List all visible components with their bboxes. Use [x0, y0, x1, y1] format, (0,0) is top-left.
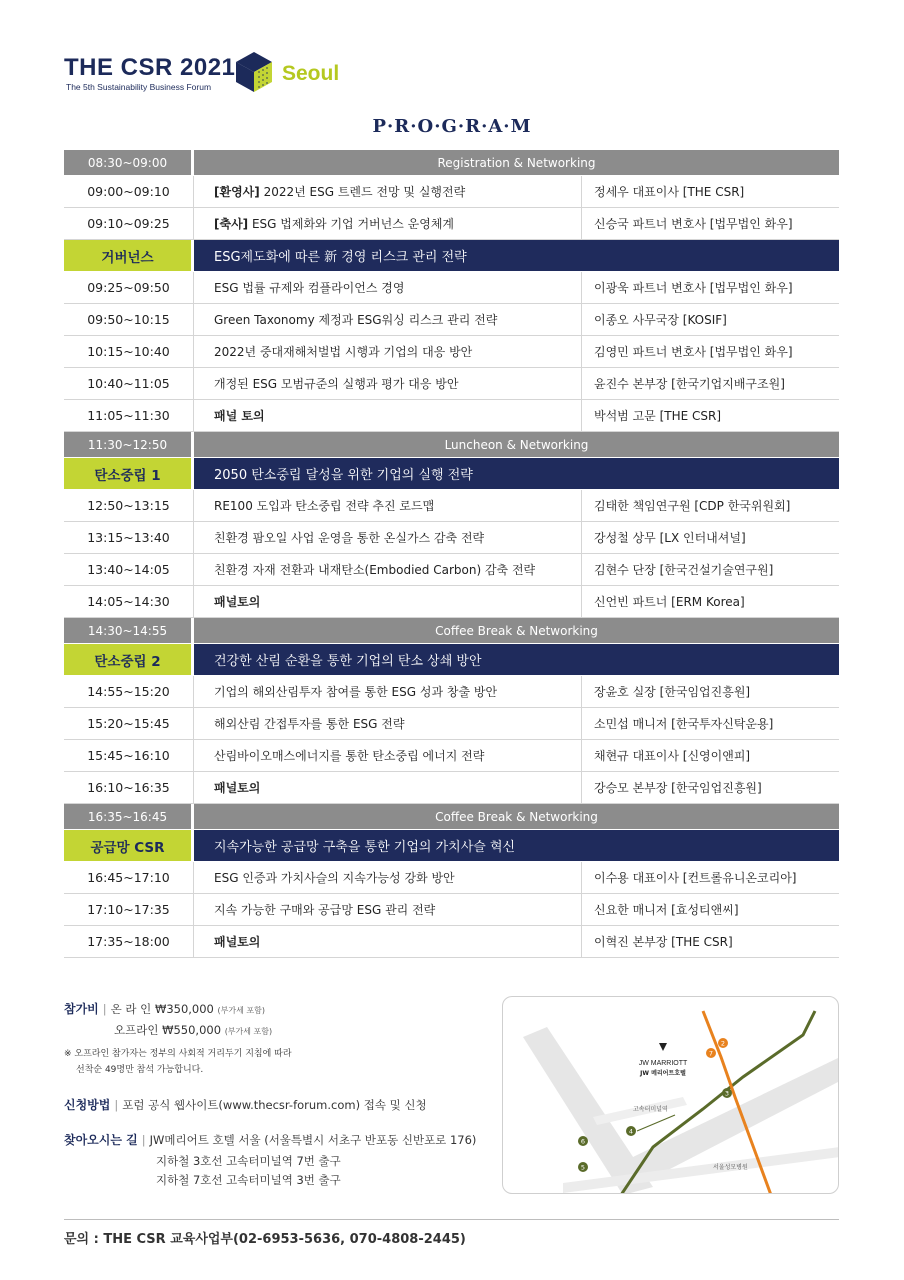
map-station-label: 고속터미널역	[633, 1106, 668, 1113]
break-label: Coffee Break & Networking	[435, 809, 598, 824]
break-label: Luncheon & Networking	[444, 437, 589, 452]
talk-title-text: ESG 법제화와 기업 거버넌스 운영체계	[248, 217, 455, 231]
session-title: 2050 탄소중립 달성을 위한 기업의 실행 전략	[194, 458, 839, 489]
panel-row	[64, 926, 839, 958]
talk-time: 11:05~11:30	[64, 400, 194, 431]
talk-title: 패널토의	[194, 772, 582, 803]
break-time: 11:30~12:50	[64, 432, 194, 457]
session-tag: 탄소중립 1	[64, 458, 194, 489]
location-map	[502, 996, 839, 1194]
station-connector	[637, 1115, 675, 1131]
talk-row	[64, 862, 839, 894]
break-row	[64, 432, 839, 458]
talk-time: 12:50~13:15	[64, 490, 194, 521]
break-row	[64, 618, 839, 644]
talk-speaker: 채현규 대표이사 [신영이앤피]	[594, 749, 751, 763]
talk-title: 패널토의	[194, 586, 582, 617]
session-title: 건강한 산림 순환을 통한 기업의 탄소 상쇄 방안	[194, 644, 839, 675]
svg-text:3: 3	[724, 1089, 730, 1098]
session-title: ESG제도화에 따른 新 경영 리스크 관리 전략	[194, 240, 839, 271]
talk-row	[64, 676, 839, 708]
talk-title: 기업의 해외산림투자 참여를 통한 ESG 성과 창출 방안	[194, 676, 582, 707]
talk-time: 16:45~17:10	[64, 862, 194, 893]
direction-line-2: 지하철 3호선 고속터미널역 7번 출구	[156, 1154, 341, 1168]
hotel-icon	[659, 1043, 667, 1051]
break-row	[64, 150, 839, 176]
fee-offline-line	[114, 1022, 272, 1038]
talk-title: 산림바이오매스에너지를 통한 탄소중립 에너지 전략	[194, 740, 582, 771]
session-tag: 탄소중립 2	[64, 644, 194, 675]
cube-logo-icon	[230, 48, 278, 96]
talk-speaker: 소민섭 매니저 [한국투자신탁운용]	[594, 717, 774, 731]
talk-time: 10:15~10:40	[64, 336, 194, 367]
map-hospital-label: 서울성모병원	[713, 1164, 748, 1171]
talk-speaker: 이수용 대표이사 [컨트롤유니온코리아]	[594, 871, 797, 885]
notice-line-2: 선착순 49명만 참석 가능합니다.	[76, 1065, 204, 1075]
svg-text:4: 4	[628, 1127, 634, 1136]
exit-marker-3	[722, 1088, 732, 1098]
apply-text: 포럼 공식 웹사이트(www.thecsr-forum.com) 접속 및 신청	[122, 1098, 427, 1112]
map-hotel-en: JW MARRIOTT	[638, 1060, 688, 1067]
talk-row	[64, 304, 839, 336]
talk-speaker: 신승국 파트너 변호사 [법무법인 화우]	[594, 217, 793, 231]
break-label: Coffee Break & Networking	[435, 623, 598, 638]
talk-title: 지속 가능한 구매와 공급망 ESG 관리 전략	[194, 894, 582, 925]
talk-title-prefix: [축사]	[214, 217, 249, 231]
talk-speaker: 김현수 단장 [한국건설기술연구원]	[594, 563, 774, 577]
break-time: 14:30~14:55	[64, 618, 194, 643]
talk-title: 개정된 ESG 모범규준의 실행과 평가 대응 방안	[194, 368, 582, 399]
break-time: 08:30~09:00	[64, 150, 194, 175]
session-tag: 공급망 CSR	[64, 830, 194, 861]
talk-time: 10:40~11:05	[64, 368, 194, 399]
svg-text:6: 6	[580, 1137, 586, 1146]
talk-speaker: 김영민 파트너 변호사 [법무법인 화우]	[594, 345, 793, 359]
talk-row	[64, 522, 839, 554]
talk-time: 17:10~17:35	[64, 894, 194, 925]
direction-label: 찾아오시는 길	[64, 1133, 138, 1147]
talk-time: 15:20~15:45	[64, 708, 194, 739]
talk-time: 17:35~18:00	[64, 926, 194, 957]
talk-speaker: 정세우 대표이사 [THE CSR]	[594, 185, 745, 199]
talk-time: 14:55~15:20	[64, 676, 194, 707]
session-header-row	[64, 644, 839, 676]
talk-row	[64, 208, 839, 240]
talk-time: 09:50~10:15	[64, 304, 194, 335]
talk-row	[64, 272, 839, 304]
talk-time: 14:05~14:30	[64, 586, 194, 617]
talk-time: 09:10~09:25	[64, 208, 194, 239]
program-title: P·R·O·G·R·A·M	[372, 116, 532, 137]
talk-title: ESG 법률 규제와 컴플라이언스 경영	[194, 272, 582, 303]
talk-title: ESG 인증과 가치사슬의 지속가능성 강화 방안	[194, 862, 582, 893]
talk-title: Green Taxonomy 제정과 ESG워싱 리스크 관리 전략	[194, 304, 582, 335]
talk-time: 13:15~13:40	[64, 522, 194, 553]
fee-online: 온 라 인 ₩350,000	[110, 1002, 214, 1016]
exit-marker-2	[718, 1038, 728, 1048]
talk-row	[64, 368, 839, 400]
talk-title: 2022년 중대재해처벌법 시행과 기업의 대응 방안	[194, 336, 582, 367]
talk-speaker: 강성철 상무 [LX 인터내셔널]	[594, 531, 746, 545]
talk-speaker: 신언빈 파트너 [ERM Korea]	[594, 595, 745, 609]
direction-line-3: 지하철 7호선 고속터미널역 3번 출구	[156, 1173, 341, 1187]
apply-label: 신청방법	[64, 1098, 111, 1112]
session-tag: 거버넌스	[64, 240, 194, 271]
apply-line: 신청방법 | 포럼 공식 웹사이트(www.thecsr-forum.com) 접속 및 신청	[64, 1098, 427, 1112]
brand-title: THE CSR 2021	[64, 54, 236, 81]
brand-subtitle: The 5th Sustainability Business Forum	[66, 82, 212, 92]
exit-marker-7	[706, 1048, 716, 1058]
talk-row	[64, 894, 839, 926]
talk-row	[64, 708, 839, 740]
fee-offline: 오프라인 ₩550,000	[114, 1023, 222, 1037]
talk-speaker: 김태한 책임연구원 [CDP 한국위원회]	[594, 499, 791, 513]
talk-speaker: 박석범 고문 [THE CSR]	[594, 409, 722, 423]
talk-title-text: 2022년 ESG 트렌드 전망 및 실행전략	[259, 185, 466, 199]
talk-speaker: 이광욱 파트너 변호사 [법무법인 화우]	[594, 281, 793, 295]
schedule-table	[64, 150, 839, 958]
talk-title-prefix: [환영사]	[214, 185, 260, 199]
talk-row	[64, 490, 839, 522]
exit-marker-5	[578, 1162, 588, 1172]
svg-text:5: 5	[580, 1163, 586, 1172]
break-time: 16:35~16:45	[64, 804, 194, 829]
panel-row	[64, 400, 839, 432]
talk-speaker: 이종오 사무국장 [KOSIF]	[594, 313, 727, 327]
map-drawing	[503, 997, 839, 1194]
talk-time: 16:10~16:35	[64, 772, 194, 803]
brand-city: Seoul	[282, 62, 340, 85]
session-header-row	[64, 240, 839, 272]
panel-row	[64, 772, 839, 804]
session-header-row	[64, 830, 839, 862]
talk-time: 09:00~09:10	[64, 176, 194, 207]
talk-title: RE100 도입과 탄소중립 전략 추진 로드맵	[194, 490, 582, 521]
notice-line-1: ※ 오프라인 참가자는 정부의 사회적 거리두기 지침에 따라	[64, 1049, 292, 1059]
talk-title	[194, 208, 582, 239]
exit-marker-6	[578, 1136, 588, 1146]
talk-title: 패널토의	[194, 926, 582, 957]
panel-row	[64, 586, 839, 618]
talk-speaker: 장윤호 실장 [한국임업진흥원]	[594, 685, 751, 699]
talk-row	[64, 176, 839, 208]
talk-time: 13:40~14:05	[64, 554, 194, 585]
session-title: 지속가능한 공급망 구축을 통한 기업의 가치사슬 혁신	[194, 830, 839, 861]
talk-title: 패널 토의	[194, 400, 582, 431]
svg-text:7: 7	[708, 1049, 714, 1058]
fee-offline-vat: (부가세 포함)	[224, 1027, 273, 1036]
talk-title	[194, 176, 582, 207]
talk-speaker: 신요한 매니저 [효성티앤씨]	[594, 903, 739, 917]
fee-online-line: 참가비 | 온 라 인 ₩350,000 (부가세 포함)	[64, 1002, 265, 1016]
fee-label: 참가비	[64, 1002, 99, 1016]
talk-title: 친환경 자재 전환과 내재탄소(Embodied Carbon) 감축 전략	[194, 554, 582, 585]
talk-row	[64, 554, 839, 586]
contact-footer: 문의 : THE CSR 교육사업부(02-6953-5636, 070-4808-2445)	[64, 1232, 466, 1247]
fee-online-vat: (부가세 포함)	[217, 1006, 265, 1015]
direction-address: JW메리어트 호텔 서울 (서울특별시 서초구 반포동 신반포로 176)	[149, 1133, 477, 1147]
brand-header	[64, 48, 384, 96]
break-label: Registration & Networking	[437, 155, 596, 170]
talk-time: 15:45~16:10	[64, 740, 194, 771]
session-header-row	[64, 458, 839, 490]
talk-speaker: 이혁진 본부장 [THE CSR]	[594, 935, 733, 949]
footer-divider	[64, 1219, 839, 1220]
talk-row	[64, 740, 839, 772]
talk-time: 09:25~09:50	[64, 272, 194, 303]
direction-line-1: 찾아오시는 길 | JW메리어트 호텔 서울 (서울특별시 서초구 반포동 신반포로 176)	[64, 1133, 477, 1147]
map-hotel-ko: JW 메리어트호텔	[640, 1070, 686, 1077]
talk-row	[64, 336, 839, 368]
exit-marker-4	[626, 1126, 636, 1136]
talk-speaker: 강승모 본부장 [한국임업진흥원]	[594, 781, 762, 795]
talk-speaker: 윤진수 본부장 [한국기업지배구조원]	[594, 377, 785, 391]
break-row	[64, 804, 839, 830]
talk-title: 친환경 팜오일 사업 운영을 통한 온실가스 감축 전략	[194, 522, 582, 553]
svg-text:2: 2	[720, 1039, 726, 1048]
talk-title: 해외산림 간접투자를 통한 ESG 전략	[194, 708, 582, 739]
